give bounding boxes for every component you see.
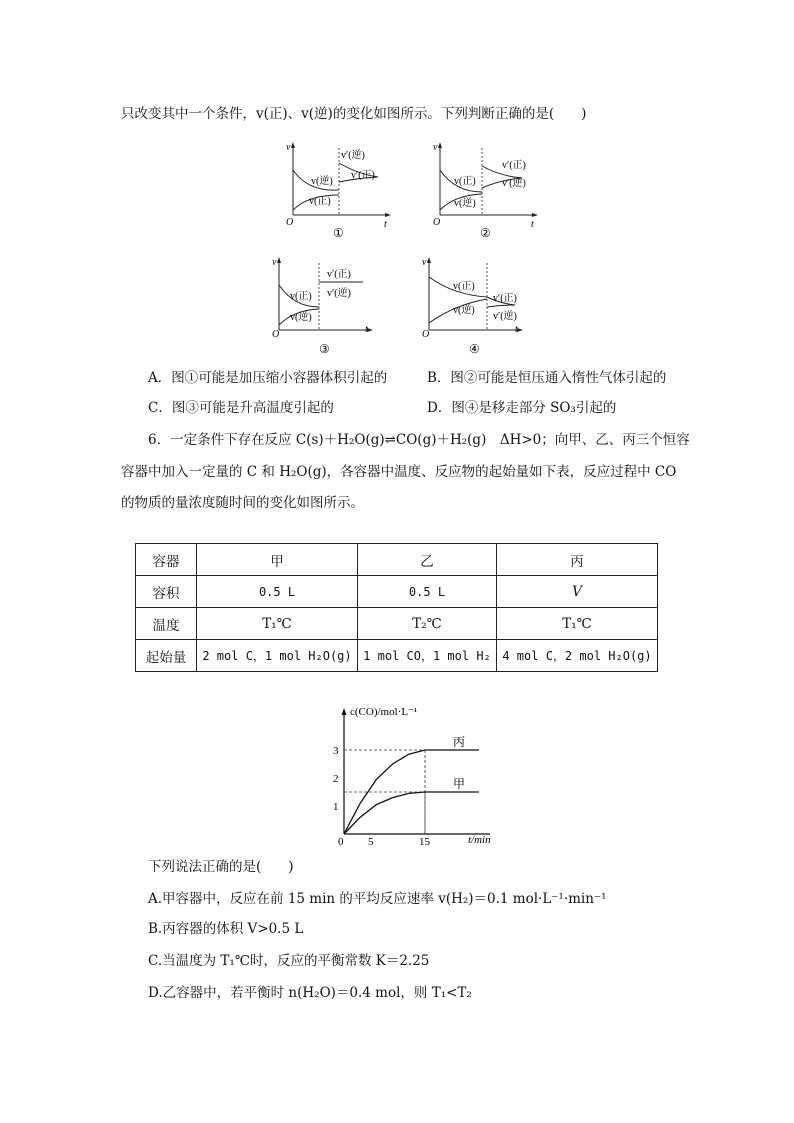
table-cell: 容积 [136, 576, 197, 608]
axis-t-label: t [365, 324, 368, 335]
table-cell: 丙 [496, 544, 657, 576]
q5-option-c[interactable]: C．图③可能是升高温度引起的 [148, 400, 334, 416]
g3-right-top: v′(正) [327, 269, 351, 280]
condition-table [135, 543, 658, 672]
table-cell: 容器 [136, 544, 197, 576]
g3-left-bottom: v(逆) [290, 312, 312, 323]
q6-option-d[interactable]: D.乙容器中，若平衡时 n(H₂O)＝0.4 mol，则 T₁<T₂ [148, 985, 472, 1001]
g4-left-bottom: v(逆) [453, 305, 475, 316]
q6-option-c[interactable]: C.当温度为 T₁℃时，反应的平衡常数 K＝2.25 [148, 953, 430, 969]
graph-4 [419, 255, 534, 355]
table-row [136, 576, 658, 608]
q6-line-2: 容器中加入一定量的 C 和 H₂O(g)，各容器中温度、反应物的起始量如下表，反应过程中 CO [121, 464, 677, 480]
table-cell: 0.5 L [358, 576, 497, 608]
chart-series-label: 丙 [453, 735, 466, 749]
g1-left-bottom: v(正) [309, 196, 331, 207]
g2-right-top: v′(正) [502, 160, 526, 171]
q6-prompt: 下列说法正确的是( ) [148, 859, 294, 875]
g3-left-top: v(正) [290, 291, 312, 302]
table-cell: 甲 [197, 544, 358, 576]
table-cell: 温度 [136, 608, 197, 640]
q5-option-d[interactable]: D．图④是移走部分 SO₃引起的 [427, 400, 617, 416]
co-concentration-chart [320, 700, 500, 850]
chart-xlabel: t/min [468, 834, 491, 846]
table-cell: T₂℃ [358, 608, 497, 640]
q6-option-a[interactable]: A.甲容器中，反应在前 15 min 的平均反应速率 v(H₂)＝0.1 mol·L⁻¹·min⁻¹ [148, 891, 607, 907]
origin-label: O [286, 217, 294, 228]
g4-right-top: v′(正) [493, 293, 517, 304]
origin-label: O [272, 329, 280, 340]
chart-y-tick-label: 3 [333, 745, 339, 757]
g4-right-bottom: v′(逆) [493, 311, 517, 322]
g2-right-bottom: v′(逆) [502, 178, 526, 189]
g3-label: ③ [319, 342, 330, 355]
q6-line-1: 6．一定条件下存在反应 C(s)＋H₂O(g)⇌CO(g)＋H₂(g) ΔH>0；向甲、乙、丙三个恒容 [148, 432, 690, 448]
chart-x-tick-label: 5 [368, 836, 374, 848]
table-cell: 1 mol CO，1 mol H₂ [358, 640, 497, 672]
axis-t-label: t [531, 219, 534, 230]
table-cell: 4 mol C，2 mol H₂O(g) [496, 640, 657, 672]
table-cell: V [496, 576, 657, 608]
origin-label: O [422, 329, 430, 340]
g4-left-top: v(正) [453, 281, 475, 292]
graph-3 [269, 255, 384, 355]
axis-v-label: v [422, 257, 427, 268]
g1-right-bottom: v′(正) [351, 170, 375, 181]
table-cell: 2 mol C，1 mol H₂O(g) [197, 640, 358, 672]
g1-left-top: v(逆) [311, 176, 333, 187]
table-cell: 乙 [358, 544, 497, 576]
q6-line-3: 的物质的量浓度随时间的变化如图所示。 [121, 495, 364, 511]
chart-y-tick-label: 1 [333, 801, 339, 813]
q5-option-b[interactable]: B．图②可能是恒压通入惰性气体引起的 [427, 370, 667, 386]
chart-ylabel: c(CO)/mol·L⁻¹ [350, 706, 418, 718]
chart-x-tick-label: 0 [338, 836, 344, 848]
table-row [136, 544, 658, 576]
table-cell: 0.5 L [197, 576, 358, 608]
g3-right-bottom: v′(逆) [327, 288, 351, 299]
g2-left-top: v(正) [454, 176, 476, 187]
chart-x-tick-label: 15 [419, 836, 430, 848]
g1-right-top: v′(逆) [341, 150, 365, 161]
q6-option-b[interactable]: B.丙容器的体积 V>0.5 L [148, 921, 304, 937]
q5-stem: 只改变其中一个条件，v(正)、v(逆)的变化如图所示。下列判断正确的是( ) [121, 106, 587, 122]
g1-label: ① [333, 226, 344, 240]
axis-t-label: t [384, 219, 387, 230]
table-cell: 起始量 [136, 640, 197, 672]
g2-left-bottom: v(逆) [454, 198, 476, 209]
graph-2 [430, 140, 545, 240]
graph-1 [283, 140, 398, 240]
table-row [136, 608, 658, 640]
table-row [136, 640, 658, 672]
chart-series-label: 甲 [453, 777, 466, 791]
q5-option-a[interactable]: A．图①可能是加压缩小容器体积引起的 [148, 370, 388, 386]
chart-y-tick-label: 2 [333, 773, 339, 785]
axis-t-label: t [515, 324, 518, 335]
g2-label: ② [480, 226, 491, 240]
table-cell: T₁℃ [496, 608, 657, 640]
axis-v-label: v [286, 142, 291, 153]
axis-v-label: v [433, 142, 438, 153]
axis-v-label: v [272, 257, 277, 268]
table-cell: T₁℃ [197, 608, 358, 640]
origin-label: O [433, 217, 441, 228]
g4-label: ④ [469, 342, 480, 355]
